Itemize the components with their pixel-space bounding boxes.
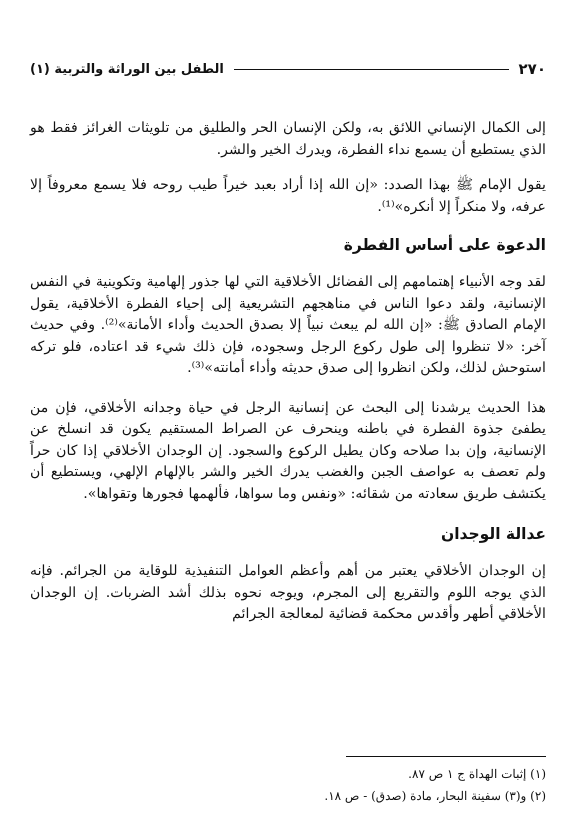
paragraph-3: لقد وجه الأنبياء إهتمامهم إلى الفضائل الأخلاقية التي لها جذور إلهامية وتكوينية في النفس الإنسانية، ولقد دعوا الناس في مناهجهم التشريعية إلى إحياء الفطرة الأخلاقية، يقول الإمام الصادق ﷺ: «إن الله لم يبعث نبياً إلا بصدق الحديث وأداء الأمانة»⁽²⁾. وفي حديث آخر: «لا تنظروا إلى طول ركوع الرجل وسجوده، فإن ذلك شيء قد اعتاده، فلو تركه استوحش لذلك، ولكن انظروا إلى صدق حديثه وأداء أمانته»⁽³⁾. (30, 274, 547, 376)
footnotes (30, 756, 546, 807)
footnote-rule (346, 756, 546, 757)
running-title: الطفل بين الوراثة والتربية (١) (30, 61, 224, 77)
section-heading-conscience-justice: عدالة الوجدان (441, 525, 546, 543)
paragraph-5: إن الوجدان الأخلاقي يعتبر من أهم وأعظم العوامل التنفيذية للوقاية من الجرائم. فإنه الذي يوجه اللوم والتقريع إلى المجرم، ويوجه نحوه بذلك أشد الضربات. إن الوجدان الأخلاقي أطهر وأقدس محكمة قضائية لمعالجة الجرائم (30, 563, 546, 622)
paragraph-2: يقول الإمام ﷺ بهذا الصدد: «إن الله إذا أراد بعبد خيراً طيب روحه فلا يسمع معروفاً إلا عرفه، ولا منكراً إلا أنكره»⁽¹⁾. (30, 177, 546, 215)
header-rule (234, 69, 509, 70)
footnote-2: (٢) و(٣) سفينة البحار، مادة (صدق) - ص ١٨. (324, 789, 546, 803)
footnote-1: (١) إثبات الهداة ج ١ ص ٨٧. (408, 767, 546, 781)
paragraph-1: إلى الكمال الإنساني اللائق به، ولكن الإنسان الحر والطليق من تلويثات الغرائز فقط هو الذي يستطيع أن يسمع نداء الفطرة، ويدرك الخير والشر. (30, 120, 546, 158)
section-heading-fitra-call: الدعوة على أساس الفطرة (343, 236, 546, 254)
page-number: ٢٧٠ (518, 60, 546, 78)
paragraph-4: هذا الحديث يرشدنا إلى البحث عن إنسانية الرجل في حياة وجدانه الأخلاقي، فإن من يطفئ جذوة الفطرة في باطنه وينحرف عن الصراط المستقيم يكون قد انسلخ عن الإنسانية، وإن بدا صلاحه وكان يطيل الركوع والسجود. إن الوجدان الأخلاقي إذا كان حراً ولم تعصف به عواصف الجبن والغضب يدرك الخير والشر بالإلهام الإلهي، ويستطيع أن يكتشف طريق سعادته من شقائه: «ونفس وما سواها، فألهمها فجورها وتقواها». (30, 399, 546, 502)
book-page (30, 56, 547, 803)
running-header (30, 56, 546, 82)
